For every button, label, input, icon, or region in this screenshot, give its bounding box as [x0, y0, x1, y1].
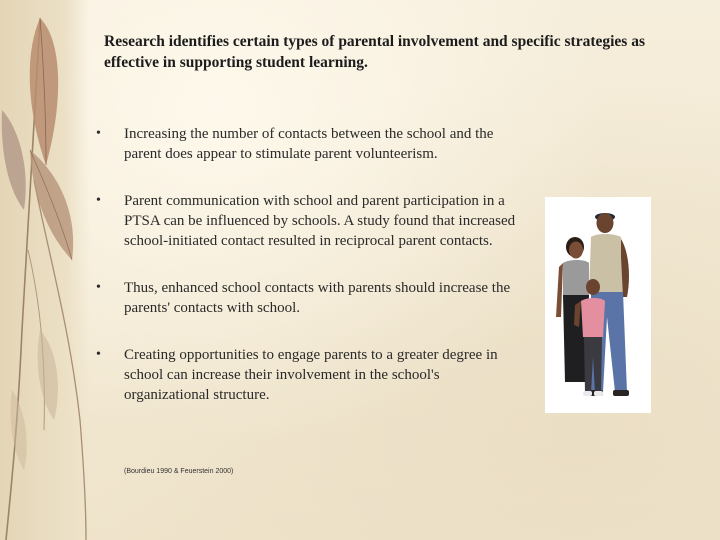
bullet-dot-icon: • [96, 126, 101, 141]
list-item [96, 191, 526, 251]
bullet-dot-icon: • [96, 193, 101, 208]
bullet-text: Parent communication with school and parent participation in a PTSA can be influenced by schools. A study found that increased school-initiated contact resulted in reciprocal parent contacts. [124, 193, 516, 249]
bullet-text: Creating opportunities to engage parents to a greater degree in school can increase their involvement in the school's organizational structure. [124, 347, 498, 403]
bullet-dot-icon: • [96, 280, 101, 295]
family-photo [545, 197, 651, 413]
family-photo-icon [545, 197, 651, 413]
bullet-text: Thus, enhanced school contacts with parents should increase the parents' contacts with school. [124, 280, 511, 316]
list-item [96, 278, 526, 318]
dried-leaves-icon [0, 0, 110, 540]
bullet-dot-icon: • [96, 347, 101, 362]
bullet-text: Increasing the number of contacts between the school and the parent does appear to stimulate parent volunteerism. [124, 126, 494, 162]
list-item [96, 124, 526, 164]
citation: (Bourdieu 1990 & Feuerstein 2000) [124, 468, 234, 475]
slide-title: Research identifies certain types of parental involvement and specific strategies as effective in supporting student learning. [104, 33, 645, 71]
list-item [96, 345, 526, 405]
bullet-list [96, 124, 526, 432]
